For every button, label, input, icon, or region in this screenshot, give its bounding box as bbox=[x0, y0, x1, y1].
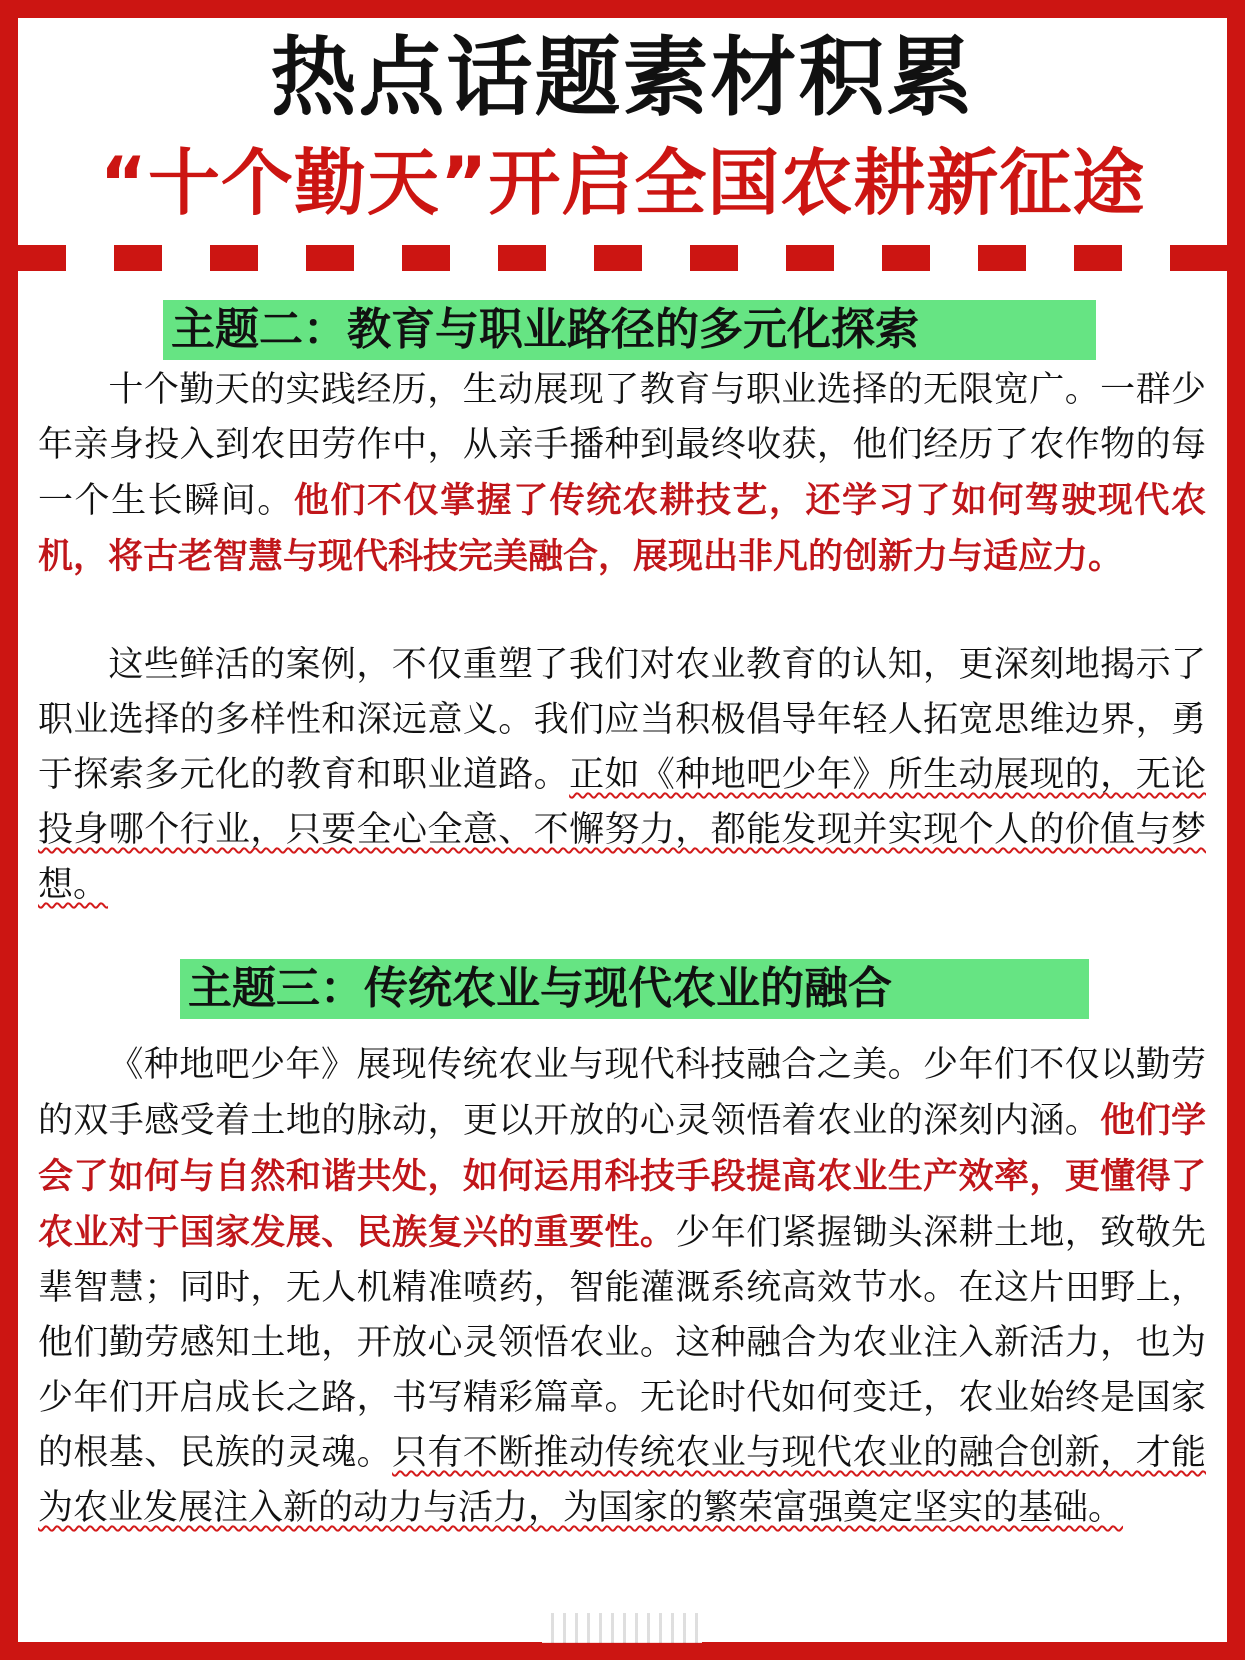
divider-dash bbox=[306, 245, 354, 271]
divider-dash bbox=[594, 245, 642, 271]
paragraph-theme-three bbox=[38, 1038, 1206, 1536]
watermark-barcode bbox=[542, 1613, 702, 1643]
divider-dash bbox=[210, 245, 258, 271]
divider-dash bbox=[402, 245, 450, 271]
highlighted-red-text: 他们不仅掌握了传统农耕技艺，还学习了如何驾驶现代农机，将古老智慧与现代科技完美融合，展现出非凡的创新力与适应力。 bbox=[38, 480, 1206, 577]
divider-dash bbox=[882, 245, 930, 271]
wavy-underlined-text: 只有不断推动传统农业与现代农业的融合创新，才能为农业发展注入新的动力与活力，为国家的繁荣富强奠定坚实的基础。 bbox=[38, 1433, 1206, 1528]
paragraph-plain-text: 这些鲜活的案例，不仅重塑了我们对农业教育的认知，更深刻地揭示了职业选择的多样性和深远意义。我们应当积极倡导年轻人拓宽思维边界，勇于探索多元化的教育和职业道路。 bbox=[38, 645, 1206, 795]
section-heading-theme-two: 主题二：教育与职业路径的多元化探索 bbox=[163, 300, 1096, 360]
divider-dash bbox=[690, 245, 738, 271]
paragraph-plain-text: 十个勤天的实践经历，生动展现了教育与职业选择的无限宽广。一群少年亲身投入到农田劳作中，从亲手播种到最终收获，他们经历了农作物的每一个生长瞬间。 bbox=[38, 370, 1206, 521]
paragraph-theme-two-second bbox=[38, 638, 1206, 913]
divider-dash bbox=[18, 245, 66, 271]
paragraph-theme-two-first bbox=[38, 363, 1206, 585]
divider-dash bbox=[786, 245, 834, 271]
highlighted-red-text: 他们学会了如何与自然和谐共处，如何运用科技手段提高农业生产效率，更懂得了农业对于国家发展、民族复兴的重要性。 bbox=[38, 1100, 1206, 1253]
divider-dash bbox=[498, 245, 546, 271]
paragraph-plain-text-continued: 少年们紧握锄头深耕土地，致敬先辈智慧；同时，无人机精准喷药，智能灌溉系统高效节水。在这片田野上，他们勤劳感知土地，开放心灵领悟农业。这种融合为农业注入新活力，也为少年们开启成长之路，书写精彩篇章。无论时代如何变迁，农业始终是国家的根基、民族的灵魂。 bbox=[38, 1213, 1206, 1473]
page-subtitle: “十个勤天”开启全国农耕新征途 bbox=[99, 141, 1146, 225]
wavy-underlined-text: 正如《种地吧少年》所生动展现的，无论投身哪个行业，只要全心全意、不懈努力，都能发现并实现个人的价值与梦想。 bbox=[38, 755, 1206, 905]
divider-dash bbox=[1074, 245, 1122, 271]
dashed-divider bbox=[18, 245, 1227, 271]
page-title: 热点话题素材积累 bbox=[270, 28, 975, 128]
divider-dash bbox=[978, 245, 1026, 271]
divider-dash bbox=[114, 245, 162, 271]
divider-dash bbox=[1170, 245, 1227, 271]
section-heading-theme-three: 主题三：传统农业与现代农业的融合 bbox=[180, 959, 1089, 1019]
paragraph-plain-text: 《种地吧少年》展现传统农业与现代科技融合之美。少年们不仅以勤劳的双手感受着土地的脉动，更以开放的心灵领悟着农业的深刻内涵。 bbox=[38, 1045, 1206, 1141]
